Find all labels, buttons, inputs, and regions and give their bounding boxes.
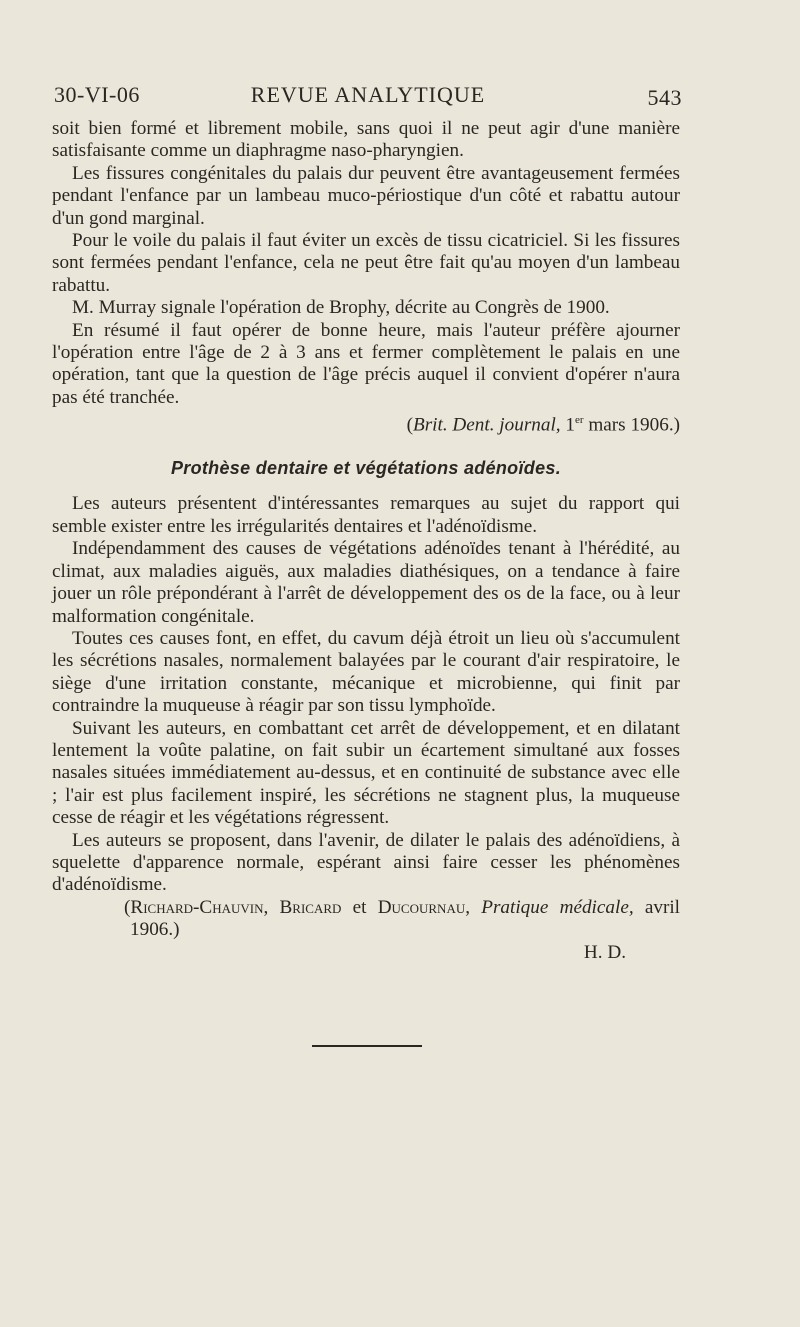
issue-date: 30-VI-06 bbox=[54, 82, 140, 107]
citation-open: ( bbox=[406, 414, 413, 436]
paragraph: Les auteurs présentent d'intéressantes remarques au sujet du rapport qui semble exister entre les irrégularités dentaires et l'adénoïdisme. bbox=[52, 493, 680, 537]
ref-journal: Pratique médicale, bbox=[481, 896, 634, 918]
ref-separator: , bbox=[263, 896, 280, 918]
section-divider bbox=[312, 1045, 422, 1047]
paragraph: En résumé il faut opérer de bonne heure, mais l'auteur préfère ajourner l'opération entre l'âge de 2 à 3 ans et fermer complètement le palais en une opération, tant que la question de l'âge précis auquel il convient d'opérer n'aura pas été tranchée. bbox=[52, 319, 680, 408]
paragraph: Indépendamment des causes de végétations adénoïdes tenant à l'hérédité, au climat, aux maladies aiguës, aux maladies diathésiques, on a tendance à faire jouer un rôle prépondérant à l'arrêt de développement des os de la face, ou à leur malformation congénitale. bbox=[52, 538, 680, 627]
ref-date: avril 1906.) bbox=[130, 896, 681, 941]
ref-and: et bbox=[341, 896, 378, 918]
paragraph: Les fissures congénitales du palais dur peuvent être avantageusement fermées pendant l'enfance par un lambeau muco-périostique d'un côté et rabattu autour d'un gond marginal. bbox=[52, 162, 680, 229]
citation-journal: Brit. Dent. journal, bbox=[412, 414, 561, 436]
citation-sup: er bbox=[575, 414, 584, 427]
paragraph: soit bien formé et librement mobile, sans quoi il ne peut agir d'une manière satisfaisante comme un diaphragme naso-pharyngien. bbox=[52, 118, 680, 162]
citation bbox=[52, 409, 680, 437]
journal-title: REVUE ANALYTIQUE bbox=[250, 82, 486, 107]
running-header bbox=[54, 82, 682, 112]
citation-day: 1 bbox=[565, 414, 575, 436]
article-body bbox=[52, 118, 680, 964]
paragraph: Les auteurs se proposent, dans l'avenir, de dilater le palais des adénoïdiens, à squelette d'apparence normale, espérant ainsi faire cesser les phénomènes d'adénoïdisme. bbox=[52, 829, 680, 896]
paragraph: Toutes ces causes font, en effet, du cavum déjà étroit un lieu où s'accumulent les sécrétions nasales, normalement balayées par le courant d'air respiratoire, le siège d'une irritation constante, mécanique et microbienne, qui finit par contraindre la muqueuse à réagir par son tissu lymphoïde. bbox=[52, 627, 680, 717]
ref-author: Bricard bbox=[279, 896, 342, 918]
paragraph: Suivant les auteurs, en combattant cet arrêt de développement, et en dilatant lentement la voûte palatine, on fait subir un écartement simultané aux fosses nasales situées immédiatement au-dessus, et en continuité de substance avec elle ; l'air est plus facilement inspiré, les sécrétions ne stagnent plus, la muqueuse cesse de réagir et les végétations régressent. bbox=[52, 717, 680, 829]
signature: H. D. bbox=[583, 941, 626, 963]
ref-author: Richard-Chauvin bbox=[130, 896, 264, 918]
reference bbox=[52, 897, 680, 942]
paragraph: M. Murray signale l'opération de Brophy, décrite au Congrès de 1900. bbox=[72, 297, 610, 319]
ref-author: Ducournau bbox=[377, 896, 466, 918]
ref-open: ( bbox=[124, 896, 131, 918]
page-number: 543 bbox=[647, 85, 682, 110]
citation-date: mars 1906.) bbox=[588, 414, 680, 436]
ref-separator: , bbox=[465, 896, 482, 918]
paragraph: Pour le voile du palais il faut éviter un excès de tissu cicatriciel. Si les fissures sont fermées pendant l'enfance, cela ne peut être fait qu'au moyen d'un lambeau rabattu. bbox=[52, 230, 680, 296]
section-title: Prothèse dentaire et végétations adénoïdes. bbox=[170, 458, 561, 479]
